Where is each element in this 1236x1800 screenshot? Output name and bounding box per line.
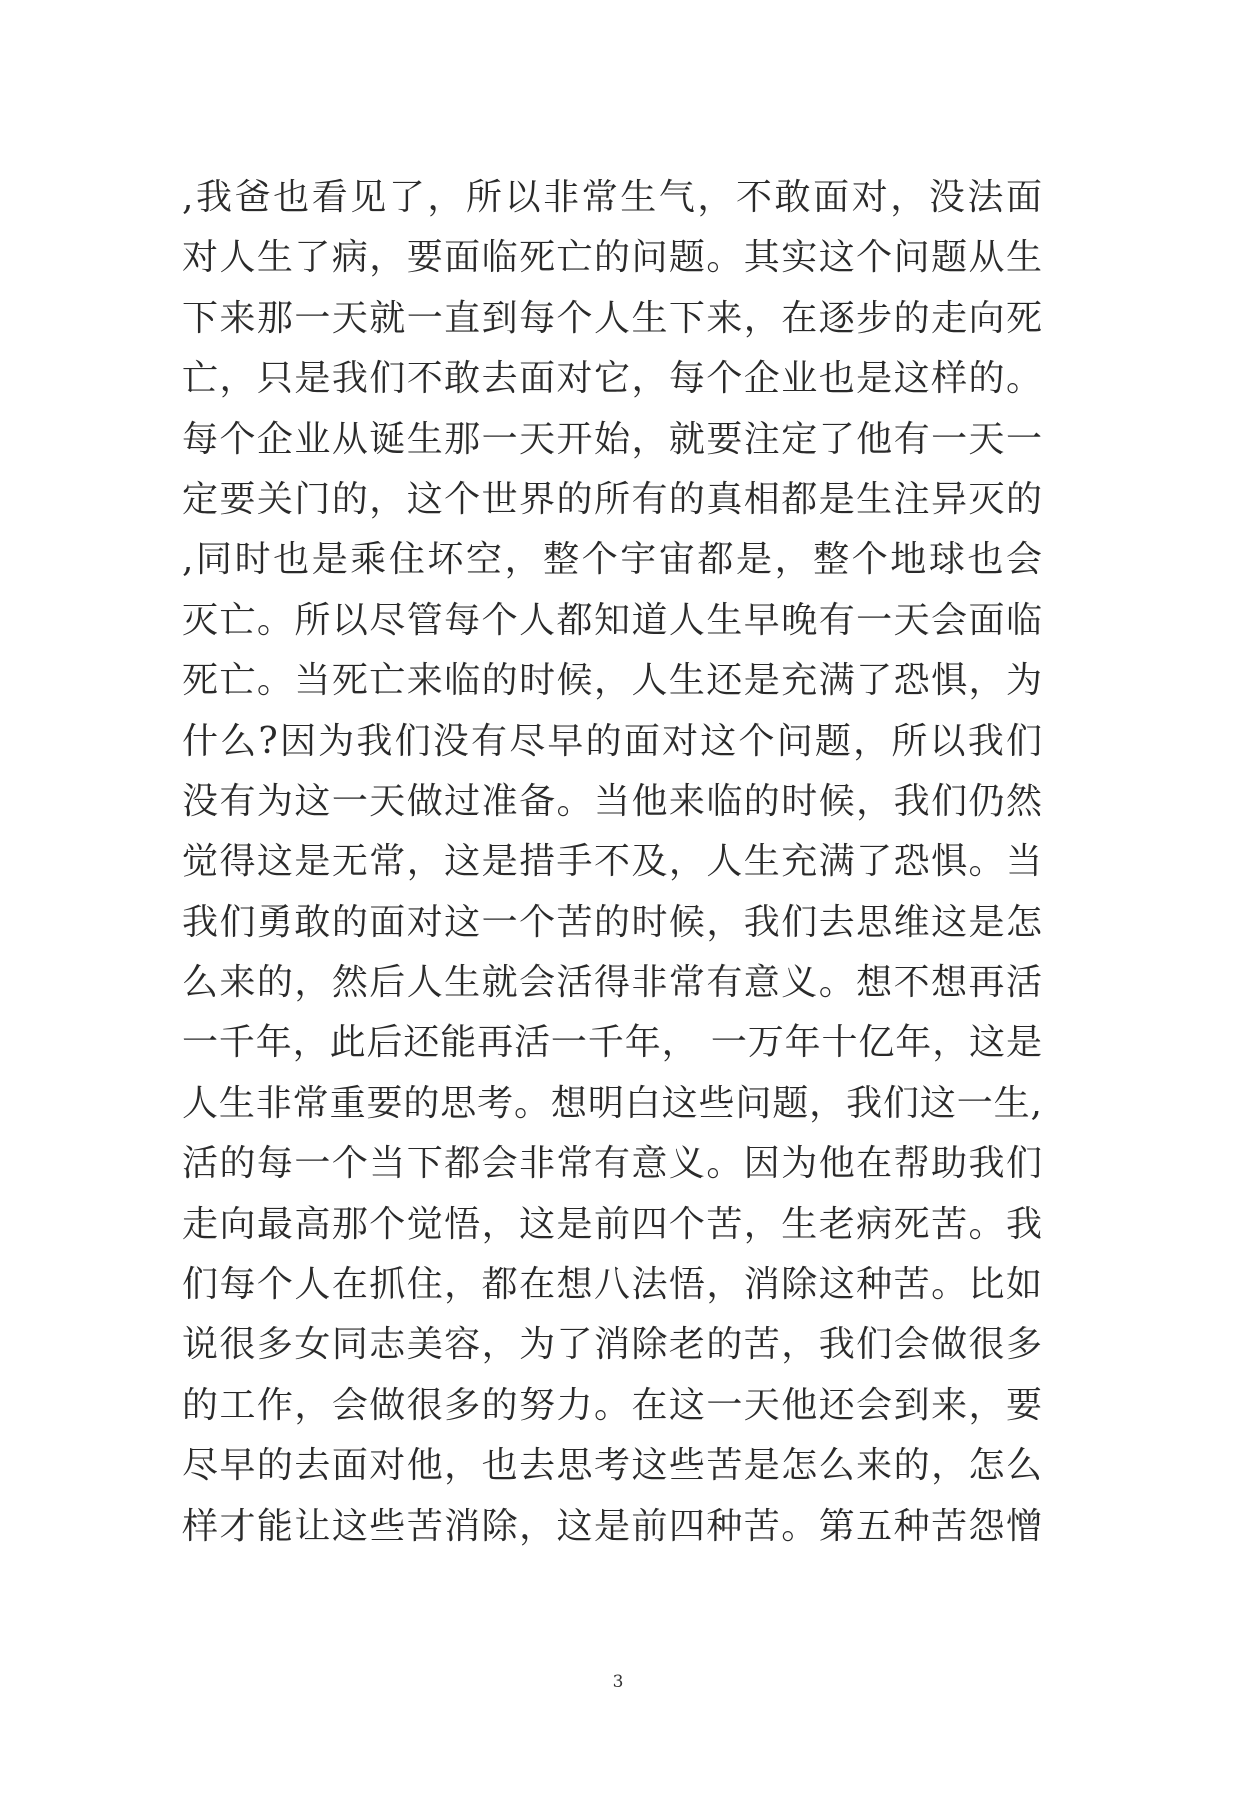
text-line: 亡，只是我们不敢去面对它，每个企业也是这样的。 (182, 358, 1042, 400)
text-line: 什么?因为我们没有尽早的面对这个问题，所以我们 (182, 720, 1042, 762)
text-line: 死亡。当死亡来临的时候，人生还是充满了恐惧，为 (182, 660, 1042, 702)
text-line: 人生非常重要的思考。想明白这些问题，我们这一生, (182, 1082, 1042, 1124)
text-line: 尽早的去面对他，也去思考这些苦是怎么来的，怎么 (182, 1445, 1042, 1487)
text-line: 每个企业从诞生那一天开始，就要注定了他有一天一 (182, 418, 1042, 460)
text-line: 走向最高那个觉悟，这是前四个苦，生老病死苦。我 (182, 1203, 1042, 1245)
text-line: 对人生了病，要面临死亡的问题。其实这个问题从生 (182, 237, 1042, 279)
text-line: ,同时也是乘住坏空，整个宇宙都是，整个地球也会 (182, 539, 1042, 581)
text-line: 说很多女同志美容，为了消除老的苦，我们会做很多 (182, 1324, 1042, 1366)
text-line: 们每个人在抓住，都在想八法悟，消除这种苦。比如 (182, 1264, 1042, 1306)
text-line: 么来的，然后人生就会活得非常有意义。想不想再活 (182, 962, 1042, 1004)
text-line: ,我爸也看见了，所以非常生气，不敢面对，没法面 (182, 177, 1042, 218)
body-text (182, 168, 1042, 1557)
text-line: 一千年，此后还能再活一千年， 一万年十亿年，这是 (182, 1022, 1042, 1064)
text-line: 定要关门的，这个世界的所有的真相都是生注异灭的 (182, 478, 1042, 520)
text-line: 样才能让这些苦消除，这是前四种苦。第五种苦怨憎 (182, 1505, 1042, 1547)
text-line: 我们勇敢的面对这一个苦的时候，我们去思维这是怎 (182, 901, 1042, 943)
text-line: 灭亡。所以尽管每个人都知道人生早晚有一天会面临 (182, 599, 1042, 641)
page-number: 3 (612, 1672, 624, 1692)
text-line: 没有为这一天做过准备。当他来临的时候，我们仍然 (182, 780, 1042, 822)
text-line: 觉得这是无常，这是措手不及，人生充满了恐惧。当 (182, 841, 1042, 883)
text-line: 活的每一个当下都会非常有意义。因为他在帮助我们 (182, 1143, 1042, 1185)
text-line: 下来那一天就一直到每个人生下来，在逐步的走向死 (182, 297, 1042, 339)
text-line: 的工作，会做很多的努力。在这一天他还会到来，要 (182, 1384, 1042, 1426)
